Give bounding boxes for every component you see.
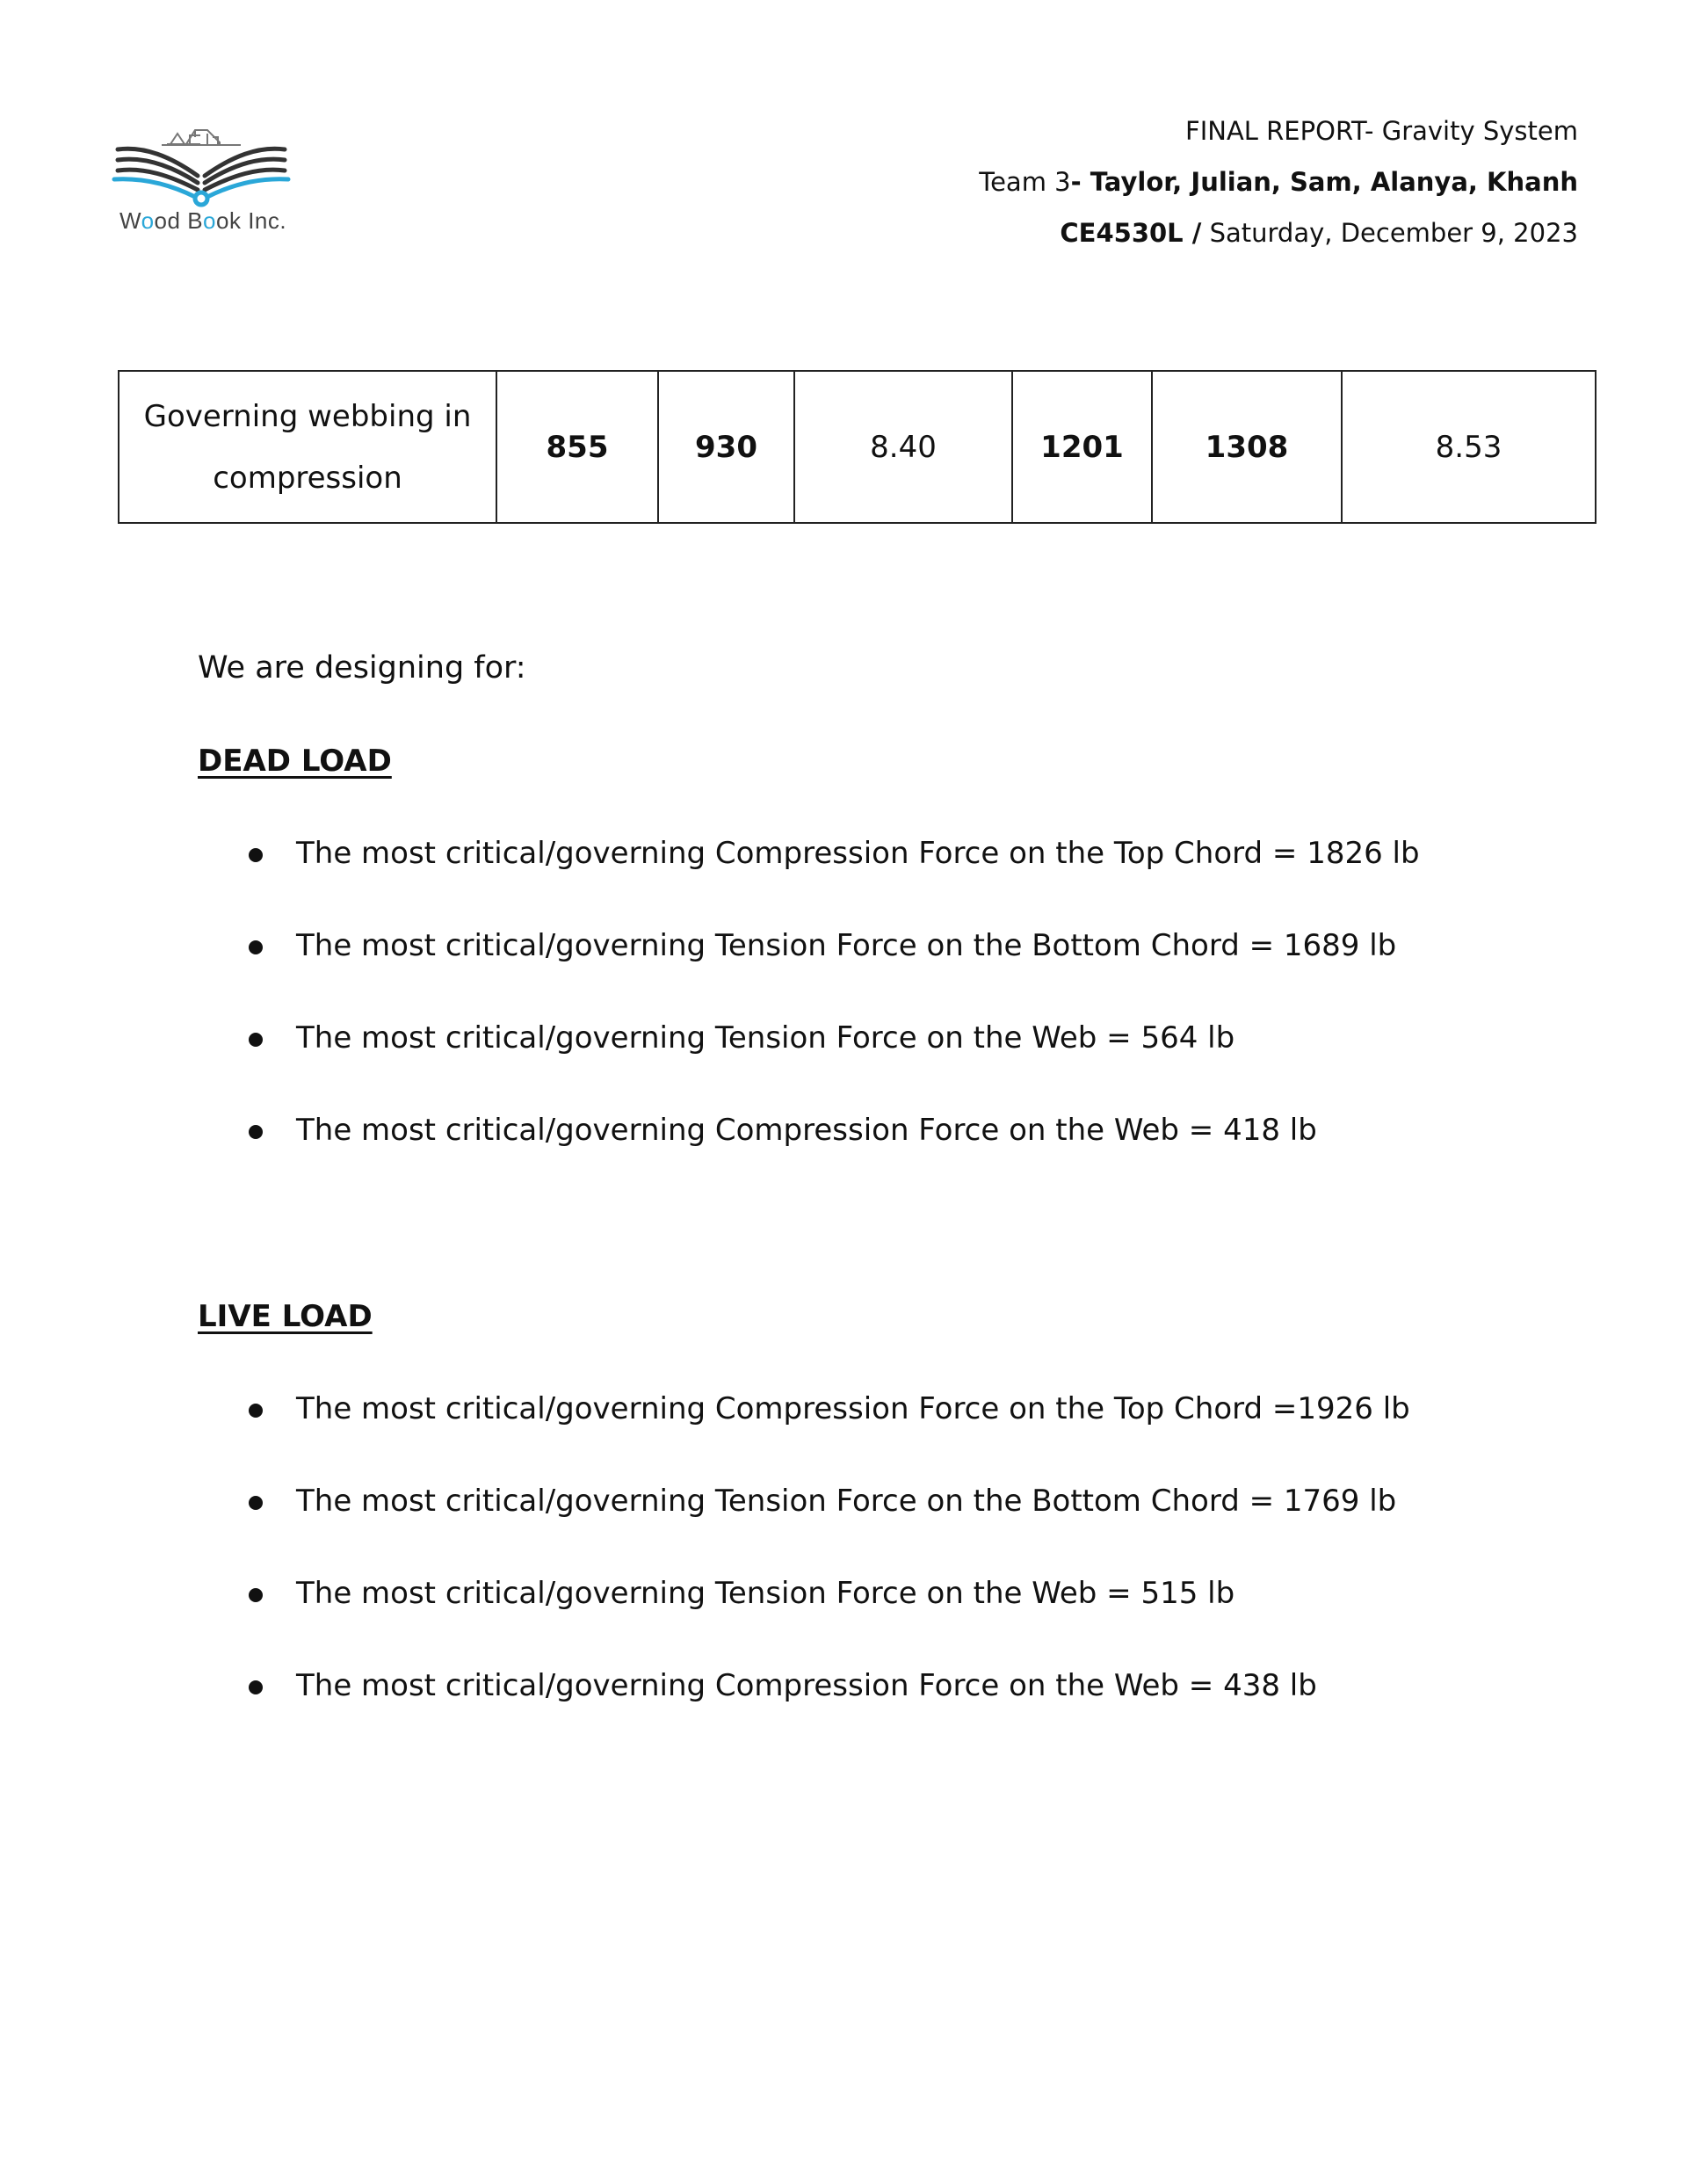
results-table — [118, 370, 1596, 524]
table-cell: 1201 — [1012, 371, 1152, 523]
dead-load-list — [249, 836, 1420, 1205]
bullet-icon — [249, 1404, 263, 1418]
list-item: The most critical/governing Tension Force on the Web = 564 lb — [249, 1020, 1420, 1113]
bullet-icon — [249, 940, 263, 954]
table-cell: 930 — [658, 371, 794, 523]
list-item: The most critical/governing Compression Force on the Top Chord = 1826 lb — [249, 836, 1420, 928]
bullet-icon — [249, 1680, 263, 1694]
dead-load-heading: DEAD LOAD — [198, 744, 392, 779]
table-row — [119, 371, 1596, 523]
table-cell: 1308 — [1152, 371, 1342, 523]
bullet-icon — [249, 1496, 263, 1510]
bullet-icon — [249, 848, 263, 862]
table-cell: 8.40 — [794, 371, 1012, 523]
intro-text: We are designing for: — [198, 650, 526, 686]
list-item: The most critical/governing Compression Force on the Top Chord =1926 lb — [249, 1391, 1410, 1484]
report-title: FINAL REPORT- Gravity System — [1185, 116, 1578, 146]
open-book-house-icon — [109, 107, 293, 213]
list-item: The most critical/governing Tension Force on the Web = 515 lb — [249, 1576, 1410, 1668]
bullet-icon — [249, 1588, 263, 1602]
live-load-list — [249, 1391, 1410, 1760]
table-cell: 8.53 — [1342, 371, 1596, 523]
list-item: The most critical/governing Compression Force on the Web = 418 lb — [249, 1113, 1420, 1205]
logo-wordmark: Wood Book Inc. — [119, 207, 287, 234]
report-header — [979, 105, 1578, 258]
team-line: Team 3- Taylor, Julian, Sam, Alanya, Khanh — [979, 167, 1578, 197]
bullet-icon — [249, 1033, 263, 1047]
table-cell-label: Governing webbing in compression — [119, 371, 496, 523]
table-cell: 855 — [496, 371, 658, 523]
list-item: The most critical/governing Compression Force on the Web = 438 lb — [249, 1668, 1410, 1760]
list-item: The most critical/governing Tension Force on the Bottom Chord = 1769 lb — [249, 1484, 1410, 1576]
live-load-heading: LIVE LOAD — [198, 1299, 373, 1334]
bullet-icon — [249, 1125, 263, 1139]
list-item: The most critical/governing Tension Force on the Bottom Chord = 1689 lb — [249, 928, 1420, 1020]
course-date-line: CE4530L / Saturday, December 9, 2023 — [1060, 218, 1578, 248]
